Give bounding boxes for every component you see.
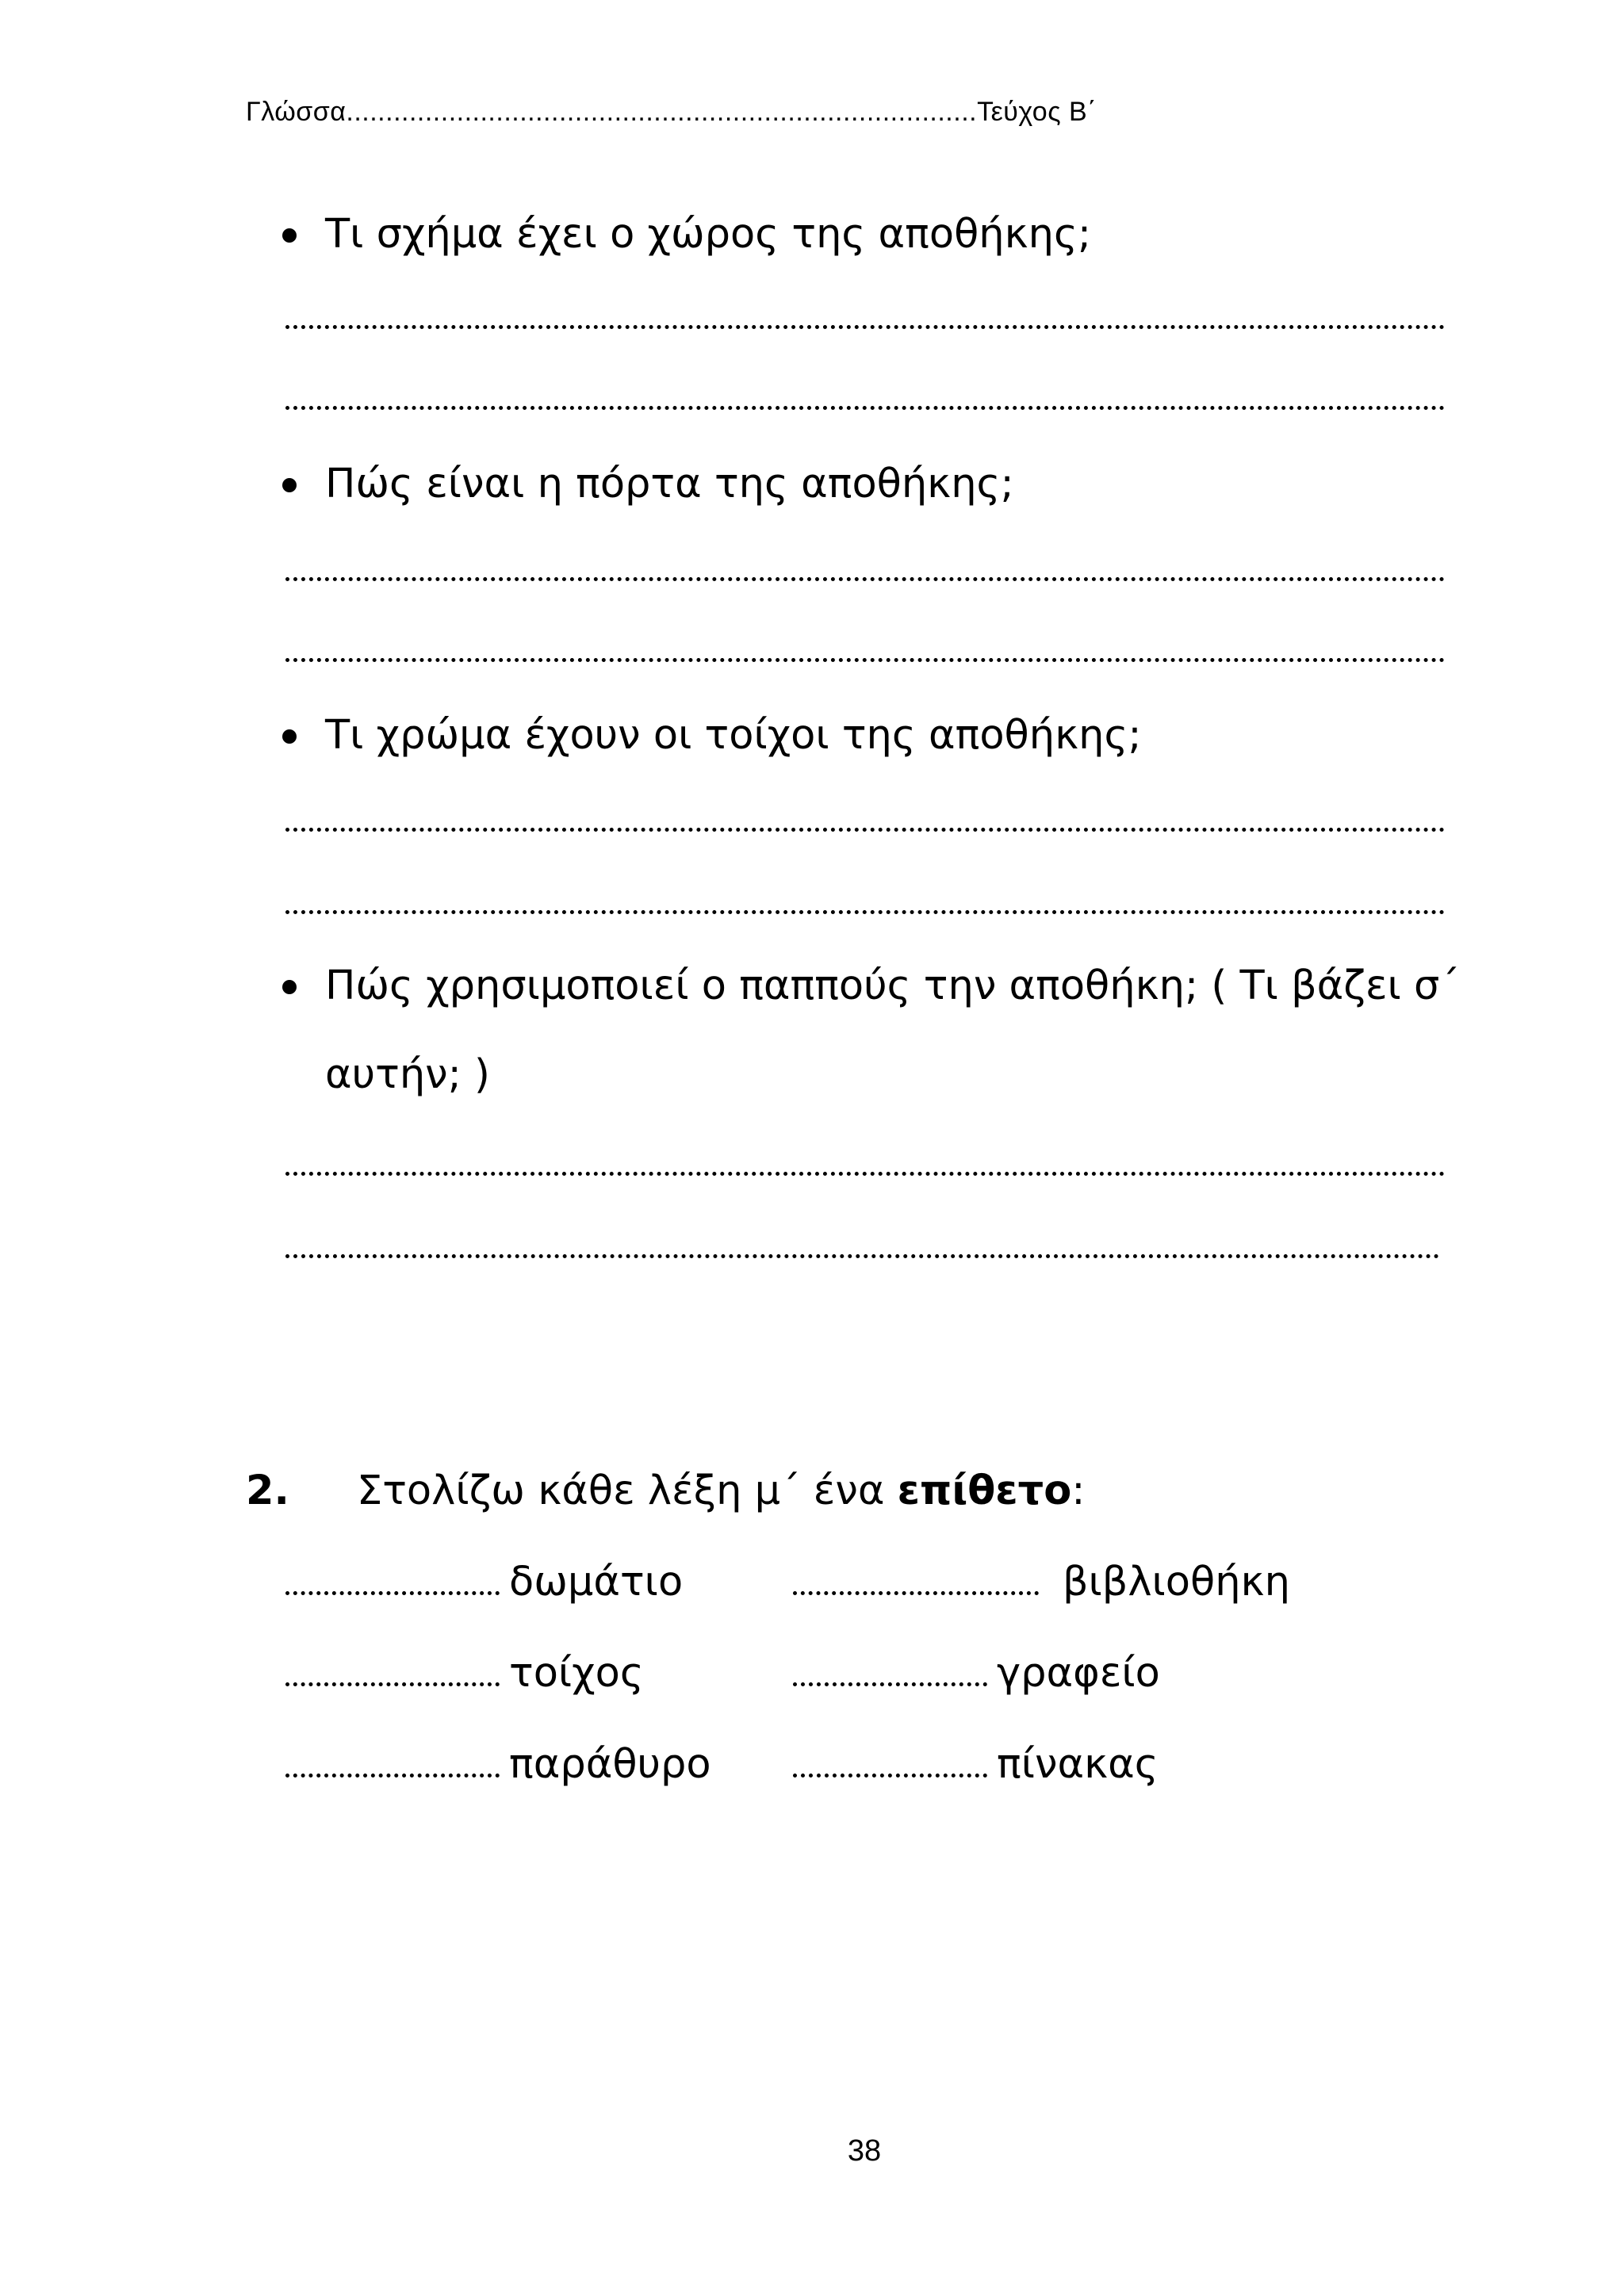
word-blank[interactable] bbox=[285, 1682, 500, 1686]
word-blank[interactable] bbox=[285, 1591, 500, 1595]
bullet-icon bbox=[282, 478, 297, 492]
answer-line[interactable] bbox=[285, 828, 1445, 832]
bullet-icon bbox=[282, 228, 297, 243]
task-instruction: Στολίζω κάθε λέξη μ΄ ένα επίθετο: bbox=[357, 1468, 1086, 1514]
answer-line[interactable] bbox=[285, 1254, 1439, 1258]
question-3-text: Τι χρώμα έχουν οι τοίχοι της αποθήκης; bbox=[325, 712, 1142, 759]
word-item bbox=[285, 1650, 644, 1697]
word-item bbox=[793, 1559, 1290, 1605]
header-subject: Γλώσσα bbox=[246, 97, 347, 127]
answer-line[interactable] bbox=[285, 658, 1445, 662]
header-volume: Τεύχος Β΄ bbox=[977, 97, 1097, 127]
word-blank[interactable] bbox=[285, 1774, 500, 1777]
answer-line[interactable] bbox=[285, 406, 1445, 410]
page-number: 38 bbox=[847, 2134, 882, 2168]
answer-line[interactable] bbox=[285, 325, 1445, 329]
emphasis-word: επίθετο bbox=[897, 1468, 1072, 1514]
word-label: τοίχος bbox=[509, 1650, 644, 1697]
word-blank[interactable] bbox=[793, 1774, 987, 1777]
word-label: γραφείο bbox=[997, 1650, 1160, 1697]
word-item bbox=[285, 1559, 684, 1605]
word-label: βιβλιοθήκη bbox=[1063, 1559, 1290, 1605]
question-4-text: Πώς χρησιμοποιεί ο παππούς την αποθήκη; ( Τι βάζει σ΄ bbox=[325, 962, 1460, 1009]
bullet-icon bbox=[282, 729, 297, 744]
word-label: παράθυρο bbox=[509, 1741, 711, 1788]
answer-line[interactable] bbox=[285, 910, 1445, 914]
word-blank[interactable] bbox=[793, 1591, 1039, 1595]
header-dots: ................................................................................ bbox=[346, 97, 978, 127]
word-item bbox=[285, 1741, 711, 1788]
question-4-continuation: αυτήν; ) bbox=[325, 1051, 490, 1098]
word-item bbox=[793, 1741, 1159, 1788]
word-label: δωμάτιο bbox=[509, 1559, 684, 1605]
answer-line[interactable] bbox=[285, 1172, 1445, 1176]
bullet-icon bbox=[282, 980, 297, 994]
page-header bbox=[246, 97, 1097, 128]
answer-line[interactable] bbox=[285, 577, 1445, 581]
question-1-text: Τι σχήμα έχει ο χώρος της αποθήκης; bbox=[325, 211, 1092, 258]
task-number: 2. bbox=[246, 1468, 289, 1514]
question-2-text: Πώς είναι η πόρτα της αποθήκης; bbox=[325, 461, 1014, 507]
word-blank[interactable] bbox=[793, 1682, 987, 1686]
word-label: πίνακας bbox=[997, 1741, 1159, 1788]
word-item bbox=[793, 1650, 1160, 1697]
